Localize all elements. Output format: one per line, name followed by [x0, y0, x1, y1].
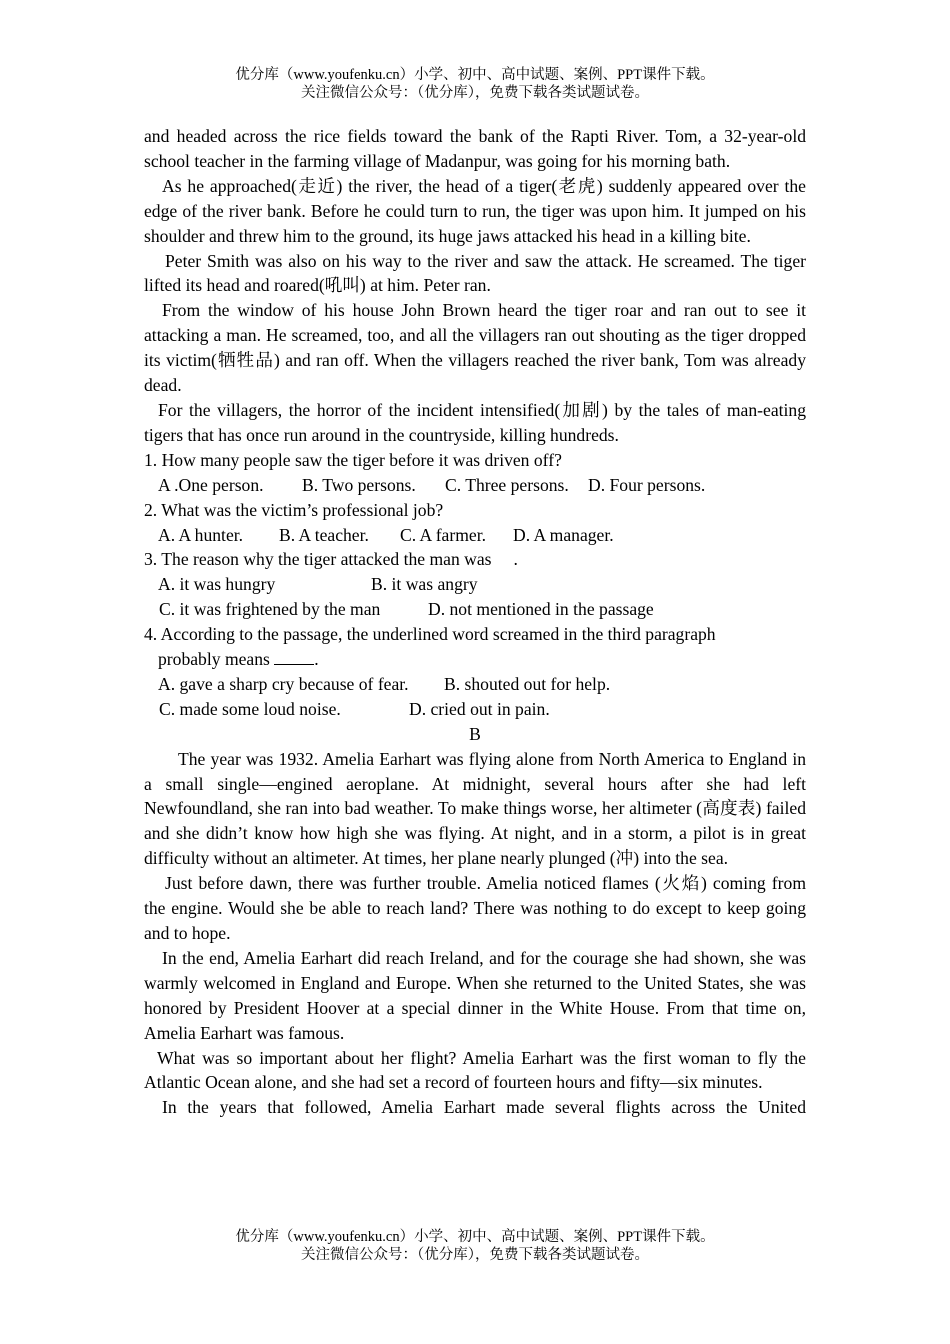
- question-1-option-c: C. Three persons.: [445, 474, 569, 495]
- question-4-stem-end: .: [314, 649, 319, 670]
- passage-a-paragraph-3: Peter Smith was also on his way to the river and saw the attack. He screamed. The tiger lifted its head and roared(吼叫) at him. Peter ran.: [144, 250, 806, 296]
- question-2-option-d: D. A manager.: [513, 524, 614, 545]
- question-1-stem: 1. How many people saw the tiger before it was driven off?: [144, 449, 562, 470]
- question-4-stem-line-2: [144, 647, 806, 672]
- question-3-stem-line: [144, 547, 806, 572]
- question-4-option-a: A. gave a sharp cry because of fear.: [158, 673, 409, 694]
- question-2-option-a: A. A hunter.: [158, 524, 244, 545]
- question-3-option-d: D. not mentioned in the passage: [428, 599, 654, 620]
- footer-line-2: 关注微信公众号：（优分库），免费下载各类试题试卷。: [301, 1247, 649, 1263]
- question-1-option-a: A .One person.: [158, 474, 264, 495]
- question-1-option-b: B. Two persons.: [302, 474, 416, 495]
- question-3-option-b: B. it was angry: [371, 574, 478, 595]
- question-2-option-b: B. A teacher.: [279, 524, 369, 545]
- passage-b-paragraph-3: In the end, Amelia Earhart did reach Ireland, and for the courage she had shown, she was warmly welcomed in England and Europe. When she returned to the United States, she was honored by President Hoover at a special dinner in the White House. From that time on, Amelia Earhart was famous.: [144, 947, 806, 1043]
- passage-b-paragraph-1: The year was 1932. Amelia Earhart was flying alone from North America to England in a small single—engined aeroplane. At midnight, several hours after she had left Newfoundland, she ran into bad weather. To make things worse, her altimeter (高度表) failed and she didn’t know how high she was flying. At night, and in a storm, a pilot is in great difficulty without an altimeter. At times, her plane nearly plunged (冲) into the sea.: [144, 748, 806, 869]
- section-b-label: B: [469, 723, 481, 744]
- question-2-option-c: C. A farmer.: [400, 524, 487, 545]
- passage-b-paragraph-2: Just before dawn, there was further trouble. Amelia noticed flames (火焰) coming from the engine. Would she be able to reach land? There was nothing to do except to keep going and to hope.: [144, 873, 806, 943]
- passage-a-paragraph-5: For the villagers, the horror of the incident intensified(加剧) by the tales of man-eating tigers that has once run around in the countryside, killing hundreds.: [144, 399, 806, 445]
- question-4-option-d: D. cried out in pain.: [409, 698, 550, 719]
- footer-line-1: 优分库（www.youfenku.cn）小学、初中、高中试题、案例、PPT课件下载。: [235, 1229, 715, 1245]
- passage-b-paragraph-5: In the years that followed, Amelia Earhart made several flights across the United: [162, 1097, 806, 1118]
- question-3-option-c: C. it was frightened by the man: [159, 599, 381, 620]
- question-2-options: [144, 523, 806, 548]
- question-4-stem: 4. According to the passage, the underlined word screamed in the third paragraph: [144, 624, 716, 645]
- question-4-options-row-2: [144, 697, 806, 722]
- question-3-options-row-1: [144, 572, 806, 597]
- answer-blank: [274, 649, 314, 665]
- question-1-option-d: D. Four persons.: [588, 474, 706, 495]
- question-3-stem-end: .: [513, 549, 518, 570]
- header-line-2: 关注微信公众号：（优分库），免费下载各类试题试卷。: [301, 85, 649, 101]
- question-3-option-a: A. it was hungry: [158, 574, 276, 595]
- question-1-options: [144, 473, 806, 498]
- passage-a-paragraph-1: and headed across the rice fields toward the bank of the Rapti River. Tom, a 32-year-old school teacher in the farming village of Madanpur, was going for his morning bath.: [144, 126, 806, 171]
- question-3-options-row-2: [144, 597, 806, 622]
- header-line-1: 优分库（www.youfenku.cn）小学、初中、高中试题、案例、PPT课件下载。: [235, 67, 715, 83]
- passage-b-paragraph-4: What was so important about her flight? Amelia Earhart was the first woman to fly the Atlantic Ocean alone, and she had set a record of fourteen hours and fifty—six minutes.: [144, 1047, 806, 1093]
- passage-a-paragraph-4: From the window of his house John Brown heard the tiger roar and ran out to see it attacking a man. He screamed, too, and all the villagers ran out shouting as the tiger dropped its victim(牺牲品) and ran off. When the villagers reached the river bank, Tom was already dead.: [144, 300, 806, 396]
- question-4-option-b: B. shouted out for help.: [444, 673, 611, 694]
- page-header: [0, 66, 950, 102]
- question-4-stem-continued: probably means: [158, 649, 270, 670]
- question-2-stem: 2. What was the victim’s professional job?: [144, 499, 444, 520]
- passage-a-paragraph-2: As he approached(走近) the river, the head of a tiger(老虎) suddenly appeared over the edge of the river bank. Before he could turn to run, the tiger was upon him. It jumped on his shoulder and threw him to the ground, its huge jaws attacked his head in a killing bite.: [144, 175, 806, 246]
- page-footer: [0, 1228, 950, 1264]
- question-4-options-row-1: [144, 672, 806, 697]
- document-body: [144, 124, 806, 1120]
- question-3-stem: 3. The reason why the tiger attacked the man was: [144, 549, 492, 570]
- question-4-option-c: C. made some loud noise.: [159, 698, 341, 719]
